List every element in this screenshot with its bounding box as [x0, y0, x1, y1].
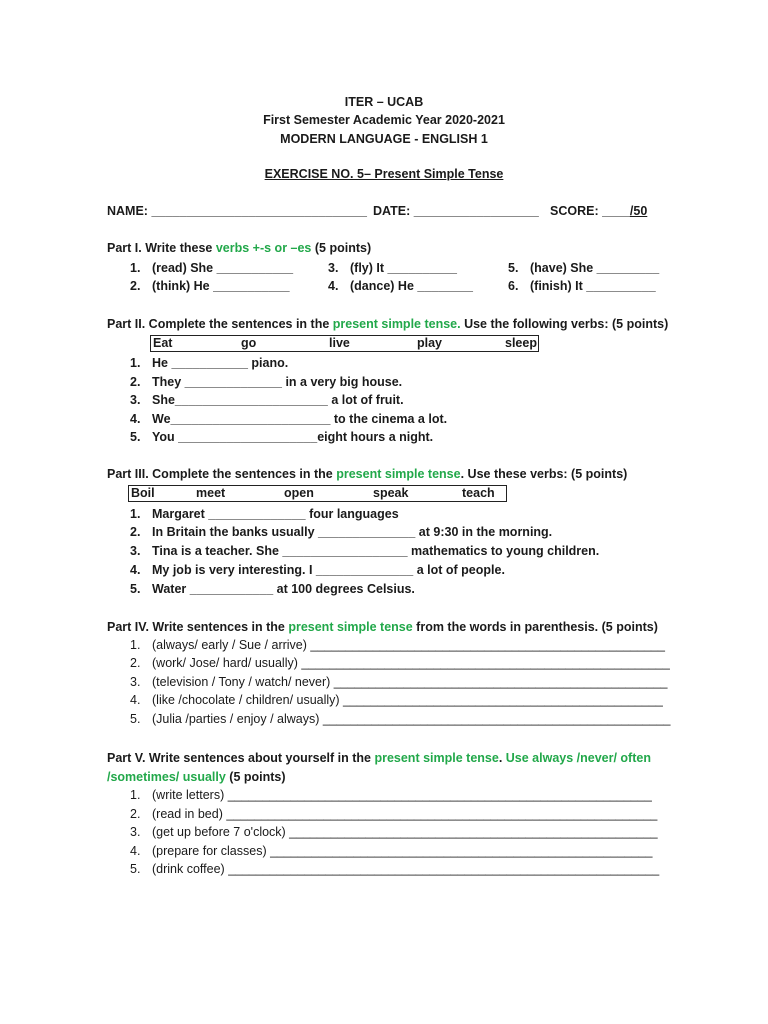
verb-word: speak [373, 486, 409, 500]
date-field: DATE: __________________ [373, 204, 539, 218]
part1-suffix: (5 points) [311, 241, 372, 255]
part4-heading: Part IV. Write sentences in the present simple tense from the words in parenthesis. (5 points) [107, 620, 658, 634]
verb-word: meet [196, 486, 226, 500]
part3-verb-box [128, 485, 507, 502]
part1-item: 3. (fly) It __________ [328, 261, 458, 275]
part2-item: 4. We_______________________ to the cinema a lot. [130, 412, 448, 426]
part2-item: 5. You ____________________eight hours a night. [130, 430, 434, 444]
semester-title: First Semester Academic Year 2020-2021 [263, 113, 505, 127]
part5-item: 1. (write letters) _____________________________________________________________ [130, 788, 652, 802]
verb-word: go [241, 336, 257, 350]
part2-item: 3. She______________________ a lot of fruit. [130, 393, 404, 407]
part4-item: 5. (Julia /parties / enjoy / always) __________________________________________________ [130, 712, 671, 726]
part1-item: 5. (have) She _________ [508, 261, 660, 275]
part5-heading: Part V. Write sentences about yourself in the present simple tense. Use always /never/ often [107, 751, 651, 765]
name-field: NAME: _______________________________ [107, 204, 367, 218]
part5-item: 5. (drink coffee) ______________________________________________________________ [130, 862, 660, 876]
part1-item: 2. (think) He ___________ [130, 279, 290, 293]
part1-heading [107, 241, 371, 255]
part2-heading: Part II. Complete the sentences in the present simple tense. Use the following verbs: (5 points) [107, 317, 669, 331]
verb-word: live [329, 336, 350, 350]
part4-item: 3. (television / Tony / watch/ never) ________________________________________________ [130, 675, 668, 689]
part3-item: 1. Margaret ______________ four languages [130, 507, 399, 521]
part1-item: 6. (finish) It __________ [508, 279, 656, 293]
course-title: MODERN LANGUAGE - ENGLISH 1 [280, 132, 488, 146]
part2-item: 2. They ______________ in a very big house. [130, 375, 403, 389]
part5-item: 4. (prepare for classes) _______________________________________________________ [130, 844, 653, 858]
part3-item: 5. Water ____________ at 100 degrees Celsius. [130, 582, 415, 596]
part2-item: 1. He ___________ piano. [130, 356, 289, 370]
part4-item: 2. (work/ Jose/ hard/ usually) _____________________________________________________ [130, 656, 670, 670]
part1-item: 4. (dance) He ________ [328, 279, 473, 293]
part4-item: 4. (like /chocolate / children/ usually) ______________________________________________ [130, 693, 663, 707]
part1-item: 1. (read) She ___________ [130, 261, 294, 275]
part3-item: 2. In Britain the banks usually ______________ at 9:30 in the morning. [130, 525, 553, 539]
part1-highlight: verbs +-s or –es [215, 241, 312, 255]
institution-title: ITER – UCAB [344, 95, 424, 109]
verb-word: Boil [131, 486, 155, 500]
verb-word: play [417, 336, 443, 350]
verb-word: sleep [505, 336, 537, 350]
part2-verb-box [150, 335, 539, 352]
part5-heading-line2: /sometimes/ usually (5 points) [107, 770, 286, 784]
part3-item: 4. My job is very interesting. I ______________ a lot of people. [130, 563, 505, 577]
verb-word: Eat [153, 336, 173, 350]
part3-heading: Part III. Complete the sentences in the present simple tense. Use these verbs: (5 points) [107, 467, 628, 481]
score-field [550, 204, 647, 218]
verb-word: open [284, 486, 314, 500]
verb-word: teach [462, 486, 495, 500]
part5-item: 2. (read in bed) ______________________________________________________________ [130, 807, 658, 821]
exercise-title: EXERCISE NO. 5– Present Simple Tense [264, 167, 504, 181]
score-total: /50 [629, 204, 648, 218]
part4-item: 1. (always/ early / Sue / arrive) ___________________________________________________ [130, 638, 665, 652]
score-label: SCORE: ____ [550, 204, 630, 218]
part1-prefix: Part I. Write these [107, 241, 216, 255]
part3-item: 3. Tina is a teacher. She __________________ mathematics to young children. [130, 544, 600, 558]
part5-item: 3. (get up before 7 o'clock) _____________________________________________________ [130, 825, 658, 839]
